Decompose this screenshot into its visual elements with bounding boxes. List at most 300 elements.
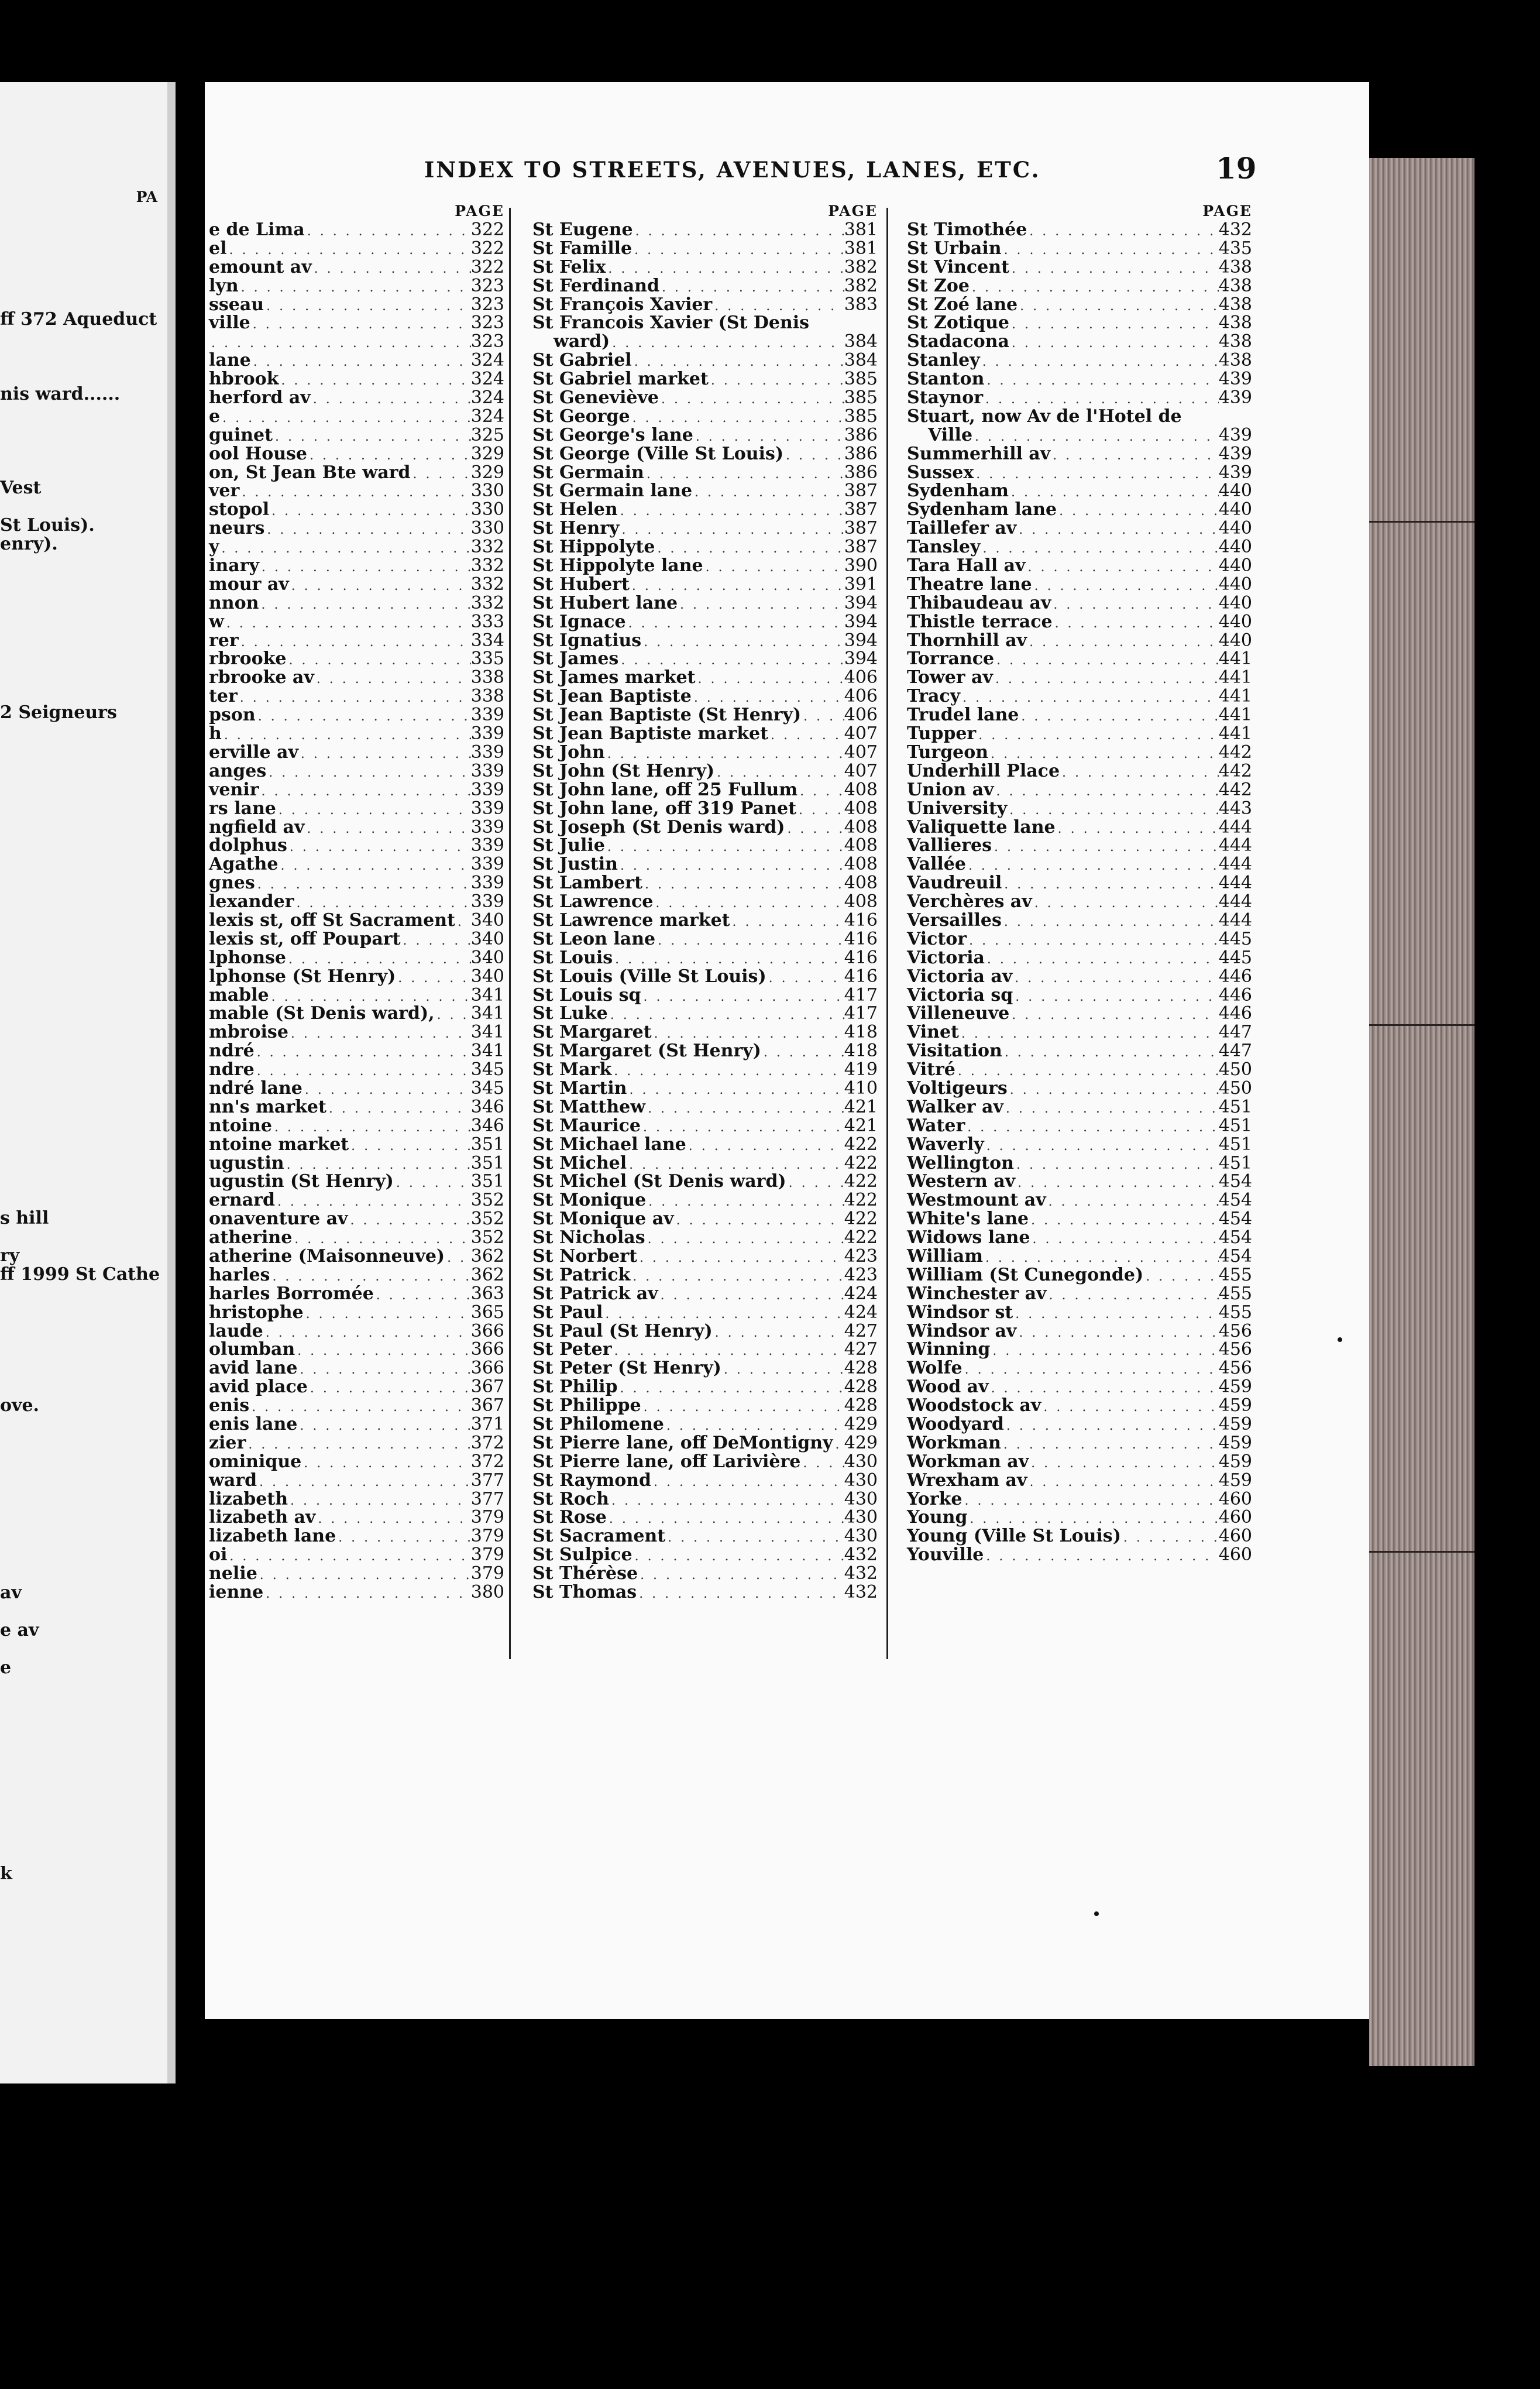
street-name: mour av	[209, 574, 289, 595]
index-entry	[209, 1098, 504, 1117]
index-entry	[907, 1340, 1252, 1359]
street-name: lizabeth	[209, 1488, 288, 1509]
page-reference: 421	[844, 1115, 878, 1136]
street-name: ienne	[209, 1582, 264, 1603]
leader-dots	[298, 745, 471, 764]
leader-dots	[304, 820, 470, 839]
left-page-row	[0, 1846, 167, 1865]
street-name: St Gabriel	[532, 350, 632, 371]
left-page-gutter	[167, 82, 176, 2083]
street-name: lphonse	[209, 947, 286, 968]
index-entry	[907, 482, 1252, 500]
page-reference: 440	[1218, 499, 1252, 520]
left-page-row	[0, 1996, 167, 2014]
street-name: Summerhill av	[907, 443, 1051, 464]
street-name: Woodyard	[907, 1414, 1004, 1434]
page-reference: 442	[1218, 760, 1252, 781]
page-reference: 406	[844, 705, 878, 726]
leader-dots	[630, 1268, 844, 1286]
page-reference: 341	[470, 1003, 504, 1024]
leader-dots	[394, 1174, 471, 1193]
leader-dots	[984, 1547, 1218, 1566]
page-reference: 408	[844, 891, 878, 912]
index-entry	[532, 1060, 878, 1079]
street-name: emount av	[209, 256, 312, 277]
leader-dots	[1046, 1193, 1219, 1211]
leader-dots	[1002, 913, 1219, 932]
page-reference: 339	[470, 723, 504, 744]
left-page-row	[0, 1022, 167, 1041]
index-entry	[209, 855, 504, 874]
street-name: Wellington	[907, 1152, 1014, 1173]
street-name: St Maurice	[532, 1115, 641, 1136]
index-entry	[532, 351, 878, 370]
street-name: St Martin	[532, 1077, 627, 1099]
street-name: St Luke	[532, 1003, 608, 1024]
page-reference: 439	[1218, 462, 1252, 483]
left-page-row	[0, 1097, 167, 1115]
leader-dots	[766, 969, 844, 988]
street-name: Staynor	[907, 387, 984, 409]
index-entry	[532, 1247, 878, 1266]
leader-dots	[993, 670, 1219, 689]
page-reference: 387	[844, 518, 878, 539]
leader-dots	[980, 353, 1219, 372]
street-name: ter	[209, 686, 238, 707]
index-entry	[532, 911, 878, 930]
leader-dots	[302, 1081, 471, 1100]
index-entry	[907, 1434, 1252, 1453]
page-reference: 322	[470, 238, 504, 259]
leader-dots	[1009, 315, 1219, 334]
street-name: Young	[907, 1507, 968, 1528]
page-reference: 386	[844, 424, 878, 445]
index-entry	[209, 239, 504, 258]
index-entry	[209, 799, 504, 818]
page-reference: 330	[470, 518, 504, 539]
page-reference: 459	[1218, 1395, 1252, 1416]
street-name: St Ferdinand	[532, 275, 659, 296]
page-reference: 362	[470, 1245, 504, 1266]
leader-dots	[326, 1100, 471, 1118]
page-reference: 460	[1218, 1488, 1252, 1509]
index-entry	[209, 1004, 504, 1023]
leader-dots	[633, 222, 844, 241]
street-name: St Leon lane	[532, 928, 656, 949]
leader-dots	[641, 633, 844, 652]
street-name: St Philip	[532, 1377, 618, 1398]
leader-dots	[642, 876, 844, 894]
street-name: Thornhill av	[907, 630, 1027, 651]
index-entry	[209, 1154, 504, 1173]
street-name: e de Lima	[209, 219, 305, 240]
street-name: St Zoe	[907, 275, 970, 296]
leader-dots	[259, 782, 471, 801]
index-entry	[209, 221, 504, 239]
leader-dots	[646, 1193, 844, 1211]
index-entry	[907, 631, 1252, 650]
index-entry	[907, 1415, 1252, 1434]
index-entry	[907, 725, 1252, 743]
street-name: St Louis sq	[532, 984, 641, 1005]
street-name: ver	[209, 480, 240, 502]
page-reference: 418	[844, 1041, 878, 1062]
page-reference: 430	[844, 1507, 878, 1528]
page-reference: 385	[844, 387, 878, 409]
left-page-row	[0, 1228, 167, 1247]
street-name: Agathe	[209, 854, 279, 875]
street-name: lane	[209, 350, 251, 371]
index-entry	[907, 1042, 1252, 1060]
left-page-row	[0, 2164, 167, 2183]
leader-dots	[1019, 708, 1218, 726]
street-name: St John (St Henry)	[532, 760, 715, 781]
left-page-row	[0, 1752, 167, 1771]
page-reference: 422	[844, 1209, 878, 1230]
index-column-2	[532, 202, 878, 1602]
page-reference: 430	[844, 1451, 878, 1472]
leader-dots	[1053, 615, 1219, 633]
street-name: Vitré	[907, 1059, 955, 1080]
leader-dots	[259, 558, 471, 577]
left-page-row	[0, 1958, 167, 1977]
index-entry	[907, 557, 1252, 575]
street-name: oi	[209, 1544, 228, 1566]
index-entry	[209, 762, 504, 781]
street-name: Underhill Place	[907, 760, 1060, 781]
left-page-row: Vest	[0, 479, 42, 497]
street-name: St James	[532, 648, 619, 670]
page-reference: 438	[1218, 256, 1252, 277]
street-name: Western av	[907, 1171, 1016, 1192]
index-entry	[209, 1527, 504, 1546]
index-entry	[532, 445, 878, 464]
index-entry	[907, 1453, 1252, 1471]
leader-dots	[1009, 334, 1219, 353]
index-entry	[209, 818, 504, 837]
street-name: Union av	[907, 779, 994, 800]
page-reference: 332	[470, 537, 504, 558]
page-reference: 339	[470, 854, 504, 875]
street-name: ville	[209, 313, 250, 334]
leader-dots	[645, 1230, 844, 1249]
index-entry	[532, 1191, 878, 1210]
index-entry	[907, 613, 1252, 631]
page-reference: 339	[470, 742, 504, 763]
leader-dots	[974, 465, 1219, 484]
street-name: hristophe	[209, 1302, 304, 1323]
leader-dots	[611, 1062, 844, 1081]
index-entry	[209, 1564, 504, 1583]
leader-dots	[435, 1006, 471, 1025]
leader-dots	[976, 726, 1219, 745]
page-reference: 339	[470, 798, 504, 819]
page-reference: 454	[1218, 1209, 1252, 1230]
index-entry	[532, 1154, 878, 1173]
page-reference: 345	[470, 1077, 504, 1099]
street-name: St Julie	[532, 835, 605, 856]
page-reference: 340	[470, 909, 504, 931]
page-reference: 352	[470, 1227, 504, 1248]
index-entry	[209, 1285, 504, 1303]
index-entry	[907, 538, 1252, 557]
page-reference: 366	[470, 1339, 504, 1360]
index-entry	[907, 594, 1252, 613]
street-name: St Lawrence	[532, 891, 654, 912]
index-entry	[907, 296, 1252, 314]
page-reference: 416	[844, 909, 878, 931]
page-reference: 460	[1218, 1526, 1252, 1547]
index-column-3	[907, 202, 1252, 1564]
page-reference: 440	[1218, 611, 1252, 632]
street-name: St Philomene	[532, 1414, 664, 1434]
left-page-column	[0, 188, 167, 2389]
index-entry	[532, 1042, 878, 1060]
street-name: St John lane, off 319 Panet	[532, 798, 796, 819]
leader-dots	[609, 1492, 844, 1511]
leader-dots	[266, 764, 471, 782]
street-name: Stuart, now Av de l'Hotel de	[907, 406, 1182, 427]
left-page-row	[0, 1677, 167, 1696]
page-reference: 380	[470, 1582, 504, 1603]
street-name: Tara Hall av	[907, 555, 1026, 576]
street-name: Stanton	[907, 369, 985, 390]
street-name: nnon	[209, 592, 259, 613]
street-name: Winning	[907, 1339, 991, 1360]
index-entry	[209, 538, 504, 557]
left-page-row	[0, 2014, 167, 2033]
index-entry	[532, 1527, 878, 1546]
index-entry	[209, 482, 504, 500]
page-reference: 440	[1218, 518, 1252, 539]
street-name: St George	[532, 406, 630, 427]
page-reference: 385	[844, 406, 878, 427]
page-reference: 444	[1218, 854, 1252, 875]
leader-dots	[605, 838, 844, 857]
left-page-row	[0, 1546, 167, 1565]
street-name: Vinet	[907, 1022, 959, 1043]
index-entry	[907, 1247, 1252, 1266]
page-reference: 430	[844, 1470, 878, 1491]
left-page-row	[0, 1528, 167, 1546]
page-reference: 439	[1218, 387, 1252, 409]
street-name: neurs	[209, 518, 265, 539]
leader-dots	[618, 857, 844, 876]
left-page-row: nis ward......	[0, 385, 121, 404]
street-name: St Gabriel market	[532, 369, 709, 390]
index-entry	[907, 706, 1252, 725]
index-entry	[209, 314, 504, 332]
page-reference: 432	[844, 1563, 878, 1584]
leader-dots	[994, 651, 1219, 670]
index-entry	[532, 1583, 878, 1602]
page-reference: 459	[1218, 1432, 1252, 1453]
left-page-row	[0, 1172, 167, 1190]
index-entry	[532, 1340, 878, 1359]
street-name: h	[209, 723, 222, 744]
left-page-row	[0, 722, 167, 741]
street-name: w	[209, 611, 224, 632]
index-entry	[209, 1415, 504, 1434]
index-entry	[907, 1060, 1252, 1079]
left-page-row	[0, 2220, 167, 2239]
index-entry	[209, 1079, 504, 1098]
index-entry	[209, 557, 504, 575]
leader-dots	[1056, 820, 1219, 839]
leader-dots	[768, 726, 844, 745]
street-name: Verchères av	[907, 891, 1032, 912]
street-name: Winchester av	[907, 1283, 1047, 1304]
street-name: enis	[209, 1395, 250, 1416]
page-reference: 441	[1218, 686, 1252, 707]
left-page-row: ry	[0, 1247, 20, 1265]
index-entry	[532, 1434, 878, 1453]
street-name: St Patrick av	[532, 1283, 658, 1304]
page-reference: 408	[844, 798, 878, 819]
leader-dots	[1004, 1417, 1219, 1436]
page-reference: 387	[844, 480, 878, 502]
left-page-row	[0, 254, 167, 273]
street-name: Sydenham	[907, 480, 1009, 502]
page-reference: 424	[844, 1283, 878, 1304]
index-entry	[209, 743, 504, 762]
index-entry	[209, 893, 504, 911]
leader-dots	[1027, 1473, 1218, 1492]
page-reference: 391	[844, 574, 878, 595]
index-entry	[907, 1266, 1252, 1285]
left-page-row	[0, 1808, 167, 1827]
page-reference: 456	[1218, 1358, 1252, 1379]
street-name: St Ignatius	[532, 630, 642, 651]
page-reference: 440	[1218, 592, 1252, 613]
index-entry	[907, 1079, 1252, 1098]
left-page-row	[0, 1134, 167, 1153]
street-name: lyn	[209, 275, 239, 296]
page-reference: 338	[470, 686, 504, 707]
street-name: Workman av	[907, 1451, 1029, 1472]
page-reference: 346	[470, 1096, 504, 1117]
left-page-row	[0, 1734, 167, 1752]
page-reference: 383	[844, 294, 878, 315]
page-reference: 454	[1218, 1190, 1252, 1211]
page-reference: 341	[470, 984, 504, 1005]
leader-dots	[1003, 1100, 1219, 1118]
leader-dots	[264, 297, 471, 316]
left-page	[0, 82, 176, 2083]
left-page-row	[0, 2127, 167, 2146]
street-name: stopol	[209, 499, 270, 520]
page-reference: 325	[470, 424, 504, 445]
index-entry	[532, 1079, 878, 1098]
page-reference: 365	[470, 1302, 504, 1323]
index-entry	[209, 296, 504, 314]
leader-dots	[287, 838, 471, 857]
leader-dots	[289, 577, 471, 596]
page-reference: 377	[470, 1470, 504, 1491]
page-reference: 322	[470, 256, 504, 277]
street-name: St Joseph (St Denis ward)	[532, 816, 785, 837]
street-name: Walker av	[907, 1096, 1003, 1117]
index-entry	[532, 706, 878, 725]
leader-dots	[1051, 596, 1218, 615]
index-entry	[532, 1172, 878, 1191]
street-name: St Hubert	[532, 574, 630, 595]
index-entry	[532, 1453, 878, 1471]
page-reference: 441	[1218, 667, 1252, 688]
index-entry	[209, 519, 504, 538]
street-name: Ville	[928, 424, 973, 445]
street-name: St Hippolyte	[532, 537, 655, 558]
left-page-row	[0, 1471, 167, 1490]
street-name: St Zotique	[907, 313, 1010, 334]
left-page-row	[0, 1434, 167, 1453]
leader-dots	[610, 334, 844, 353]
index-entry	[532, 1546, 878, 1564]
index-entry	[907, 1322, 1252, 1341]
left-page-row: ff 372 Aqueduct	[0, 310, 157, 329]
street-name: Workman	[907, 1432, 1001, 1453]
street-name: St James market	[532, 667, 696, 688]
index-entry	[209, 1042, 504, 1060]
leader-dots	[348, 1211, 470, 1230]
left-page-row	[0, 984, 167, 1003]
left-page-row	[0, 741, 167, 760]
street-name: avid place	[209, 1377, 308, 1398]
index-entry	[209, 277, 504, 296]
page-reference: 454	[1218, 1245, 1252, 1266]
index-entry	[209, 1210, 504, 1228]
page-reference: 418	[844, 1022, 878, 1043]
page-reference: 432	[844, 1544, 878, 1566]
page-reference: 451	[1218, 1134, 1252, 1155]
left-page-row	[0, 685, 167, 703]
street-name: Sussex	[907, 462, 974, 483]
street-name: hbrook	[209, 369, 279, 390]
street-name: St Peter	[532, 1339, 612, 1360]
page-reference: 438	[1218, 275, 1252, 296]
page-reference: 330	[470, 499, 504, 520]
leader-dots	[1002, 241, 1219, 260]
book-page-edges	[1369, 158, 1474, 2066]
index-entry	[907, 949, 1252, 967]
page-reference: 442	[1218, 742, 1252, 763]
street-name: venir	[209, 779, 259, 800]
leader-dots	[1121, 1529, 1219, 1547]
index-entry	[532, 668, 878, 687]
index-entry	[907, 799, 1252, 818]
page-reference: 323	[470, 294, 504, 315]
page-reference: 428	[844, 1358, 878, 1379]
index-entry	[907, 314, 1252, 332]
page-reference: 339	[470, 779, 504, 800]
street-name: Vallieres	[907, 835, 992, 856]
page-reference: 446	[1218, 984, 1252, 1005]
street-name: ndré	[209, 1041, 255, 1062]
index-entry	[532, 594, 878, 613]
page-reference: 423	[844, 1264, 878, 1285]
street-name: St John	[532, 742, 605, 763]
street-name: Voltigeurs	[907, 1077, 1008, 1099]
page-reference: 416	[844, 928, 878, 949]
left-page-row	[0, 1790, 167, 1808]
street-name: lexis st, off St Sacrament	[209, 909, 455, 931]
street-name: anges	[209, 760, 267, 781]
page-reference: 362	[470, 1264, 504, 1285]
index-entry	[209, 836, 504, 855]
column-rule-1	[509, 208, 511, 1659]
page-reference: 460	[1218, 1507, 1252, 1528]
index-entry	[907, 370, 1252, 389]
